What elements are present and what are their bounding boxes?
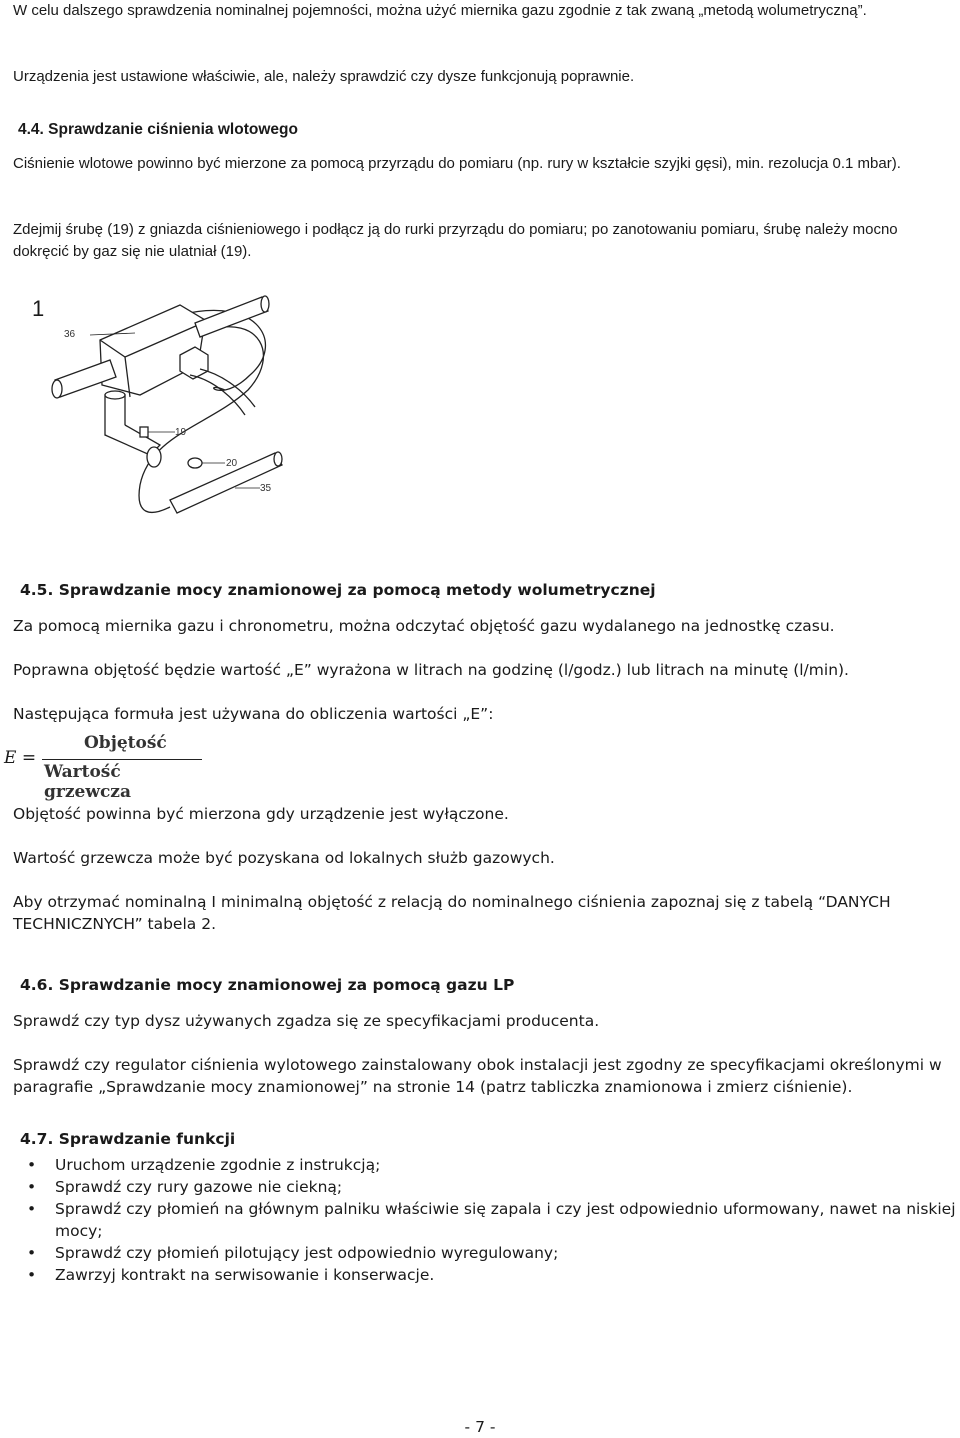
paragraph-screw: Zdejmij śrubę (19) z gniazda ciśnieniowego i podłącz ją do rurki przyrządu do pomiaru; po zanotowaniu pomiaru, śrubę należy mocno dokręcić by gaz się nie ulatniał (19). (13, 221, 898, 260)
bullet-icon: • (27, 1178, 37, 1196)
paragraph-injectors: Urządzenia jest ustawione właściwie, ale, należy sprawdzić czy dysze funkcjonują poprawnie. (13, 68, 635, 85)
formula-lhs: E = (4, 748, 37, 768)
label-35: 35 (260, 483, 272, 494)
label-20: 20 (226, 458, 238, 469)
list-item: • Zawrzyj kontrakt na serwisowanie i konserwacje. (27, 1266, 435, 1284)
list-item: • Sprawdź czy rury gazowe nie ciekną; (27, 1178, 343, 1196)
formula-numerator: Objętość (84, 733, 167, 753)
paragraph-table: Aby otrzymać nominalną I minimalną objętość z relacją do nominalnego ciśnienia zapoznaj się z tabelą “DANYCH TECHNICZNYCH” tabela 2. (13, 893, 891, 933)
gas-valve-figure (30, 285, 300, 525)
paragraph-meter: Za pomocą miernika gazu i chronometru, można odczytać objętość gazu wydalanego na jednostkę czasu. (13, 617, 835, 635)
screw (188, 458, 202, 468)
list-item: • Uruchom urządzenie zgodnie z instrukcją; (27, 1156, 381, 1174)
function-check-list (13, 1154, 958, 1286)
paragraph-regulator: Sprawdź czy regulator ciśnienia wylotowego zainstalowany obok instalacji jest zgodny ze specyfikacjami określonymi w paragrafie „Sprawdzanie mocy znamionowej” na stronie 14 (patrz tabliczka znamionowa i zmierz ciśnienie). (13, 1056, 942, 1096)
list-item: • Sprawdź czy płomień pilotujący jest odpowiednio wyregulowany; (27, 1244, 559, 1262)
label-36: 36 (64, 329, 76, 340)
bullet-icon: • (27, 1156, 37, 1174)
bullet-icon: • (27, 1266, 37, 1284)
heading-4-6: 4.6. Sprawdzanie mocy znamionowej za pomocą gazu LP (20, 976, 515, 994)
paragraph-nozzles: Sprawdź czy typ dysz używanych zgadza się ze specyfikacjami producenta. (13, 1012, 600, 1030)
paragraph-formula-intro: Następująca formuła jest używana do obliczenia wartości „E”: (13, 705, 494, 723)
formula (4, 733, 204, 802)
heading-4-5: 4.5. Sprawdzanie mocy znamionowej za pomocą metody wolumetrycznej (20, 581, 656, 599)
list-item: • Sprawdź czy płomień na głównym palniku właściwie się zapala i czy jest odpowiednio uformowany, nawet na niskiej mocy; (27, 1200, 956, 1240)
heading-4-4: 4.4. Sprawdzanie ciśnienia wlotowego (18, 121, 298, 138)
bullet-icon: • (27, 1200, 37, 1218)
label-19: 19 (175, 427, 187, 438)
heading-4-7: 4.7. Sprawdzanie funkcji (20, 1130, 236, 1148)
fraction-bar (42, 759, 202, 760)
page-number: - 7 - (464, 1418, 496, 1436)
figure-number: 1 (32, 296, 45, 321)
bullet-icon: • (27, 1244, 37, 1262)
formula-denominator: Wartość grzewcza (44, 762, 131, 802)
paragraph-value-e: Poprawna objętość będzie wartość „E” wyrażona w litrach na godzinę (l/godz.) lub litrach na minutę (l/min). (13, 661, 849, 679)
intro-paragraph: W celu dalszego sprawdzenia nominalnej pojemności, można użyć miernika gazu zgodnie z tak zwaną „metodą wolumetryczną”. (13, 2, 867, 19)
paragraph-inlet-pressure: Ciśnienie wlotowe powinno być mierzone za pomocą przyrządu do pomiaru (np. rury w kształcie szyjki gęsi), min. rezolucja 0.1 mbar). (13, 155, 901, 172)
paragraph-calorific: Wartość grzewcza może być pozyskana od lokalnych służb gazowych. (13, 849, 555, 867)
paragraph-volume-off: Objętość powinna być mierzona gdy urządzenie jest wyłączone. (13, 805, 509, 823)
